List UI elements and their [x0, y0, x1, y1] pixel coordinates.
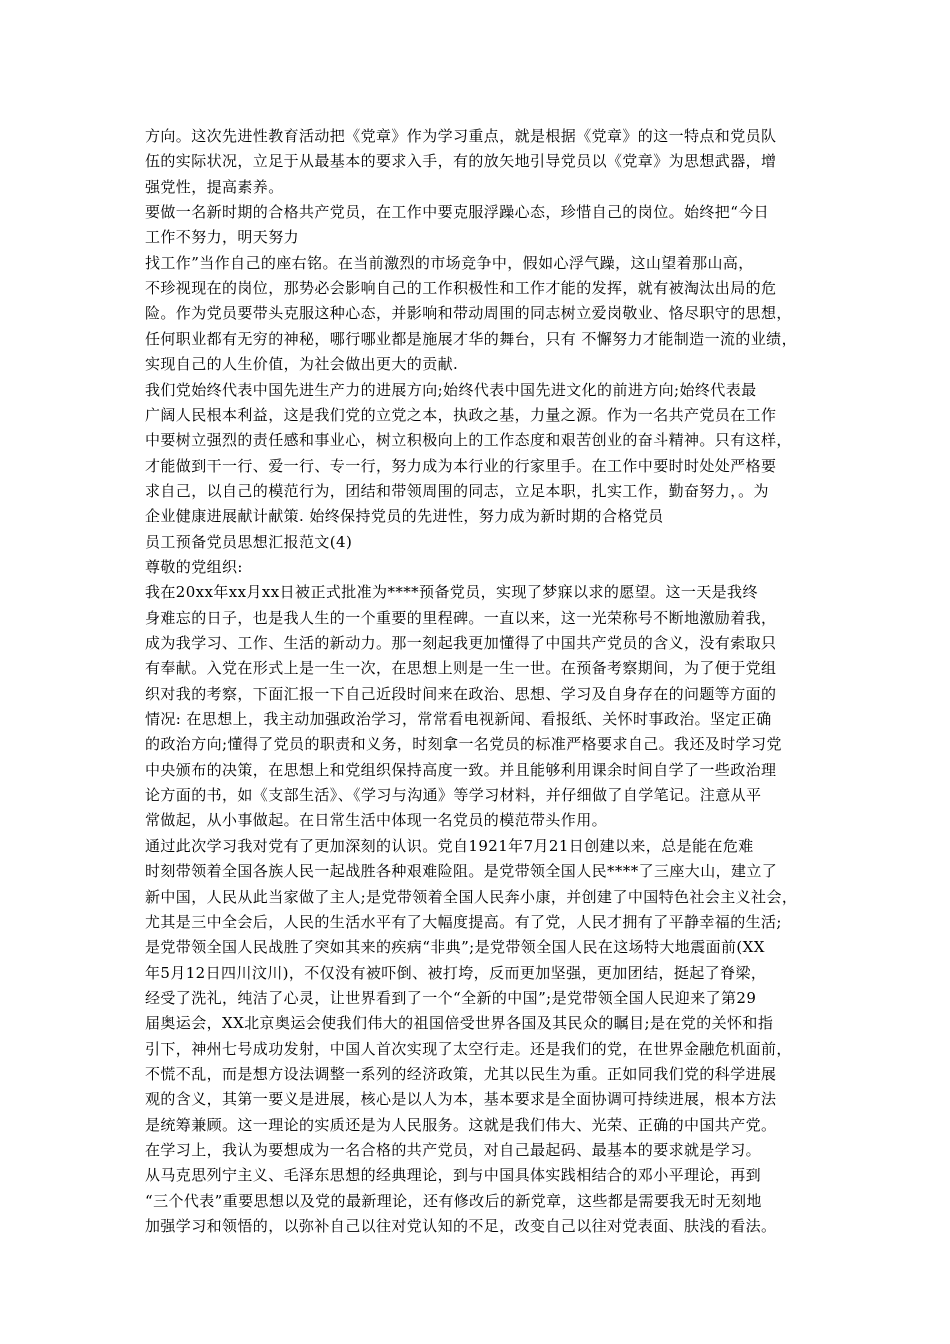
text-line: 有奉献。入党在形式上是一生一次，在思想上则是一生一世。在预备考察期间，为了便于党组	[145, 659, 777, 678]
text-line: 找工作”当作自己的座右铭。在当前激烈的市场竞争中，假如心浮气躁，这山望着那山高，	[145, 253, 754, 272]
text-line: 在学习上，我认为要想成为一名合格的共产党员，对自己最起码、最基本的要求就是学习。	[145, 1141, 762, 1159]
text-line: 实现自己的人生价值，为社会做出更大的贡献.	[145, 355, 459, 374]
text-line: 通过此次学习我对党有了更加深刻的认识。党自1921年7月21日创建以来，总是能在危难	[145, 836, 754, 855]
text-line: 情况: 在思想上，我主动加强政治学习，常常看电视新闻、看报纸、关怀时事政治。坚定正确	[145, 710, 772, 729]
text-line: 要做一名新时期的合格共产党员，在工作中要克服浮躁心态，珍惜自己的岗位。始终把“今日	[145, 203, 770, 222]
text-line: “三个代表”重要思想以及党的最新理论，还有修改后的新党章，这些都是需要我无时无刻地	[145, 1191, 762, 1210]
text-line: 经受了洗礼，纯洁了心灵，让世界看到了一个“全新的中国”;是党带领全国人民迎来了第29	[145, 988, 757, 1007]
text-line: 我们党始终代表中国先进生产力的进展方向;始终代表中国先进文化的前进方向;始终代表最	[145, 380, 757, 399]
text-line: 是统筹兼顾。这一理论的实质还是为人民服务。这就是我们伟大、光荣、正确的中国共产党。	[145, 1115, 777, 1134]
text-line: 伍的实际状况，立足于从最基本的要求入手，有的放矢地引导党员以《党章》为思想武器，增	[145, 152, 777, 171]
text-line: 强党性，提高素养。	[145, 177, 284, 196]
text-line: 中央颁布的决策，在思想上和党组织保持高度一致。并且能够利用课余时间自学了一些政治理	[145, 760, 777, 779]
text-line: 观的含义，其第一要义是进展，核心是以人为本，基本要求是全面协调可持续进展，根本方法	[145, 1090, 777, 1109]
text-line: 方向。这次先进性教育活动把《党章》作为学习重点，就是根据《党章》的这一特点和党员队	[145, 127, 777, 145]
text-line: 论方面的书，如《支部生活》、《学习与沟通》等学习材料，并仔细做了自学笔记。注意从平	[145, 786, 762, 805]
text-line: 加强学习和领悟的，以弥补自己以往对党认知的不足，改变自己以往对党表面、肤浅的看法。	[145, 1217, 777, 1236]
text-line: 从马克思列宁主义、毛泽东思想的经典理论，到与中国具体实践相结合的邓小平理论，再到	[145, 1166, 762, 1185]
text-line: 身难忘的日子，也是我人生的一个重要的里程碑。一直以来，这一光荣称号不断地激励着我，	[145, 608, 777, 627]
text-line: 尤其是三中全会后，人民的生活水平有了大幅度提高。有了党，人民才拥有了平静幸福的生活;	[145, 912, 782, 931]
text-line: 工作不努力，明天努力	[145, 228, 300, 247]
text-line: 织对我的考察，下面汇报一下自己近段时间来在政治、思想、学习及自身存在的问题等方面的	[145, 684, 777, 703]
text-line: 我在20xx年xx月xx日被正式批准为****预备党员，实现了梦寐以求的愿望。这一天是我终	[145, 583, 758, 602]
text-line: 求自己，以自己的模范行为，团结和带领周围的同志，立足本职，扎实工作，勤奋努力，。为	[145, 481, 769, 500]
text-line: 广阔人民根本利益，这是我们党的立党之本，执政之基，力量之源。作为一名共产党员在工作	[145, 405, 777, 424]
text-line: 的政治方向;懂得了党员的职责和义务，时刻拿一名党员的标准严格要求自己。我还及时学习党	[145, 735, 782, 754]
text-line: 届奥运会，XX北京奥运会使我们伟大的祖国倍受世界各国及其民众的瞩目;是在党的关怀和指	[145, 1014, 774, 1033]
text-line: 尊敬的党组织:	[145, 557, 243, 576]
text-line: 年5月12日四川汶川)，不仅没有被吓倒、被打垮，反而更加坚强，更加团结，挺起了脊梁，	[145, 963, 767, 982]
text-line: 是党带领全国人民战胜了突如其来的疾病“非典”;是党带领全国人民在这场特大地震面前(XX	[145, 938, 765, 957]
text-line: 不慌不乱，而是想方设法调整一系列的经济政策，尤其以民生为重。正如同我们党的科学进展	[145, 1064, 777, 1083]
text-line: 成为我学习、工作、生活的新动力。那一刻起我更加懂得了中国共产党员的含义，没有索取只	[145, 634, 777, 652]
text-line: 常做起，从小事做起。在日常生活中体现一名党员的模范带头作用。	[145, 811, 608, 830]
text-line: 企业健康进展献计献策. 始终保持党员的先进性，努力成为新时期的合格党员	[145, 507, 664, 526]
text-line: 引下，神州七号成功发射，中国人首次实现了太空行走。还是我们的党，在世界金融危机面前，	[145, 1039, 792, 1058]
text-line: 员工预备党员思想汇报范文(4)	[145, 532, 353, 551]
text-line: 险。作为党员要带头克服这种心态，并影响和带动周围的同志树立爱岗敬业、恪尽职守的思想，	[145, 304, 792, 323]
text-line: 不珍视现在的岗位，那势必会影响自己的工作积极性和工作才能的发挥，就有被淘汰出局的危	[145, 279, 777, 298]
text-line: 任何职业都有无穷的神秘，哪行哪业都是施展才华的舞台，只有 不懈努力才能制造一流的业绩，	[145, 329, 797, 348]
text-line: 中要树立强烈的责任感和事业心，树立积极向上的工作态度和艰苦创业的奋斗精神。只有这样，	[145, 431, 792, 450]
text-line: 时刻带领着全国各族人民一起战胜各种艰难险阻。是党带领全国人民****了三座大山，建立了	[145, 862, 778, 881]
text-line: 才能做到干一行、爱一行、专一行，努力成为本行业的行家里手。在工作中要时时处处严格要	[145, 456, 777, 475]
text-line: 新中国，人民从此当家做了主人;是党带领着全国人民奔小康，并创建了中国特色社会主义社会，	[145, 887, 798, 906]
